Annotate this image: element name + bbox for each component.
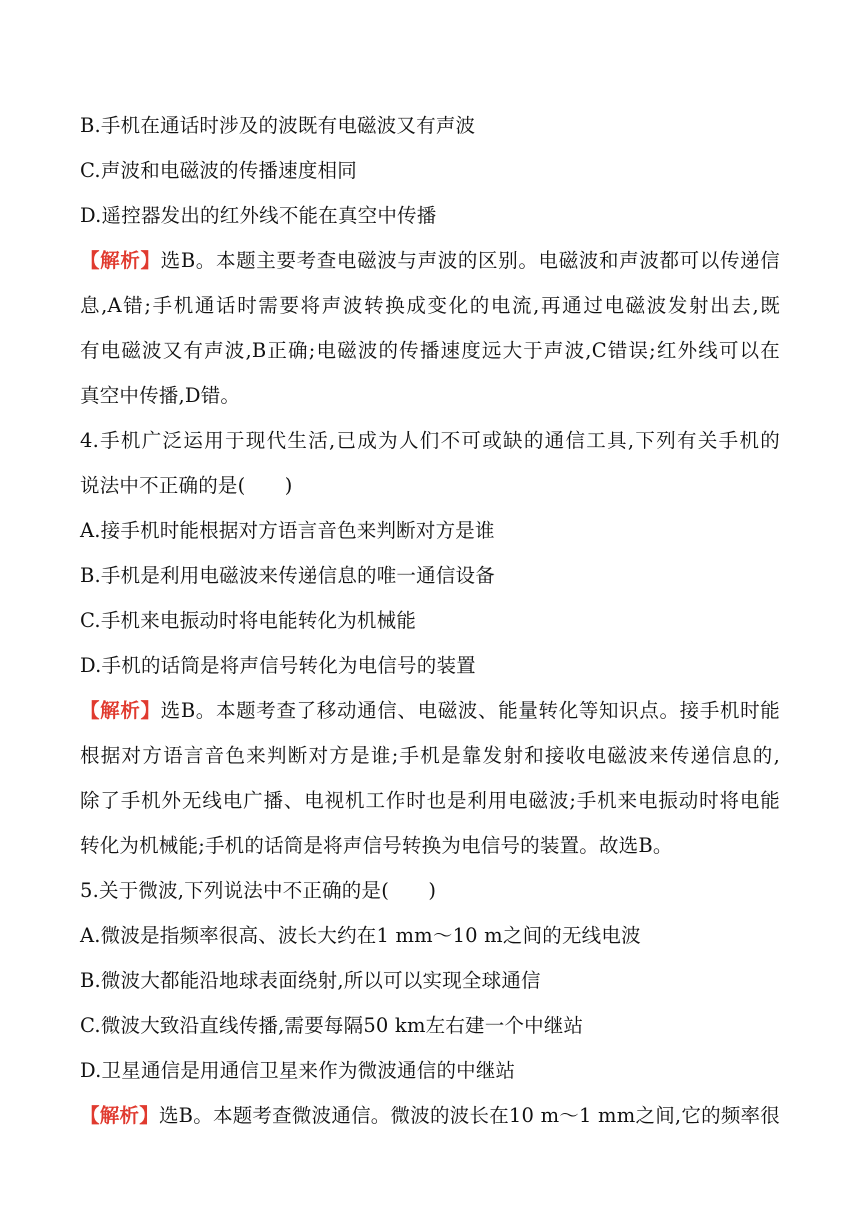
- text-line: [80, 921, 780, 951]
- text-line: [80, 516, 780, 546]
- text-line: [80, 1011, 780, 1041]
- line-text: 选B。本题主要考查电磁波与声波的区别。电磁波和声波都可以传递信: [160, 249, 781, 272]
- line-text: D.卫星通信是用通信卫星来作为微波通信的中继站: [80, 1059, 516, 1082]
- text-line: [80, 336, 780, 366]
- line-text: 5.关于微波,下列说法中不正确的是( ): [80, 879, 437, 902]
- analysis-tag: 【解析】: [80, 699, 161, 722]
- line-text: B.手机是利用电磁波来传递信息的唯一通信设备: [80, 564, 495, 587]
- text-line: [80, 651, 780, 681]
- line-text: C.微波大致沿直线传播,需要每隔50 km左右建一个中继站: [80, 1014, 584, 1037]
- line-text: B.手机在通话时涉及的波既有电磁波又有声波: [80, 114, 476, 137]
- analysis-tag: 【解析】: [80, 249, 161, 272]
- analysis-paragraph-line: [80, 696, 780, 726]
- text-line: [80, 831, 780, 861]
- line-text: B.微波大都能沿地球表面绕射,所以可以实现全球通信: [80, 969, 541, 992]
- text-line: [80, 561, 780, 591]
- text-line: [80, 786, 780, 816]
- text-line: [80, 471, 780, 501]
- text-line: [80, 111, 780, 141]
- text-line: [80, 201, 780, 231]
- text-line: [80, 741, 780, 771]
- text-line: [80, 876, 780, 906]
- line-text: 选B。本题考查微波通信。微波的波长在10 m～1 mm之间,它的频率很: [158, 1104, 780, 1127]
- line-text: A.接手机时能根据对方语言音色来判断对方是谁: [80, 519, 495, 542]
- analysis-paragraph-line: [80, 1101, 780, 1131]
- line-text: D.遥控器发出的红外线不能在真空中传播: [80, 204, 437, 227]
- analysis-paragraph-line: [80, 246, 780, 276]
- line-text: A.微波是指频率很高、波长大约在1 mm～10 m之间的无线电波: [80, 924, 641, 947]
- line-text: C.手机来电振动时将电能转化为机械能: [80, 609, 417, 632]
- text-line: [80, 606, 780, 636]
- line-text: 有电磁波又有声波,B正确;电磁波的传播速度远大于声波,C错误;红外线可以在: [80, 339, 780, 362]
- text-line: [80, 1056, 780, 1086]
- text-line: [80, 156, 780, 186]
- line-text: 4.手机广泛运用于现代生活,已成为人们不可或缺的通信工具,下列有关手机的: [80, 429, 780, 452]
- line-text: 息,A错;手机通话时需要将声波转换成变化的电流,再通过电磁波发射出去,既: [80, 294, 780, 317]
- text-line: [80, 291, 780, 321]
- text-line: [80, 381, 780, 411]
- line-text: C.声波和电磁波的传播速度相同: [80, 159, 357, 182]
- line-text: 选B。本题考查了移动通信、电磁波、能量转化等知识点。接手机时能: [160, 699, 781, 722]
- line-text: 说法中不正确的是( ): [80, 474, 293, 497]
- line-text: 除了手机外无线电广播、电视机工作时也是利用电磁波;手机来电振动时将电能: [80, 789, 780, 812]
- line-text: D.手机的话筒是将声信号转化为电信号的装置: [80, 654, 476, 677]
- text-line: [80, 966, 780, 996]
- text-line: [80, 426, 780, 456]
- analysis-tag: 【解析】: [80, 1104, 159, 1127]
- line-text: 根据对方语言音色来判断对方是谁;手机是靠发射和接收电磁波来传递信息的,: [80, 744, 780, 767]
- line-text: 转化为机械能;手机的话筒是将声信号转换为电信号的装置。故选B。: [80, 834, 673, 857]
- line-text: 真空中传播,D错。: [80, 384, 241, 407]
